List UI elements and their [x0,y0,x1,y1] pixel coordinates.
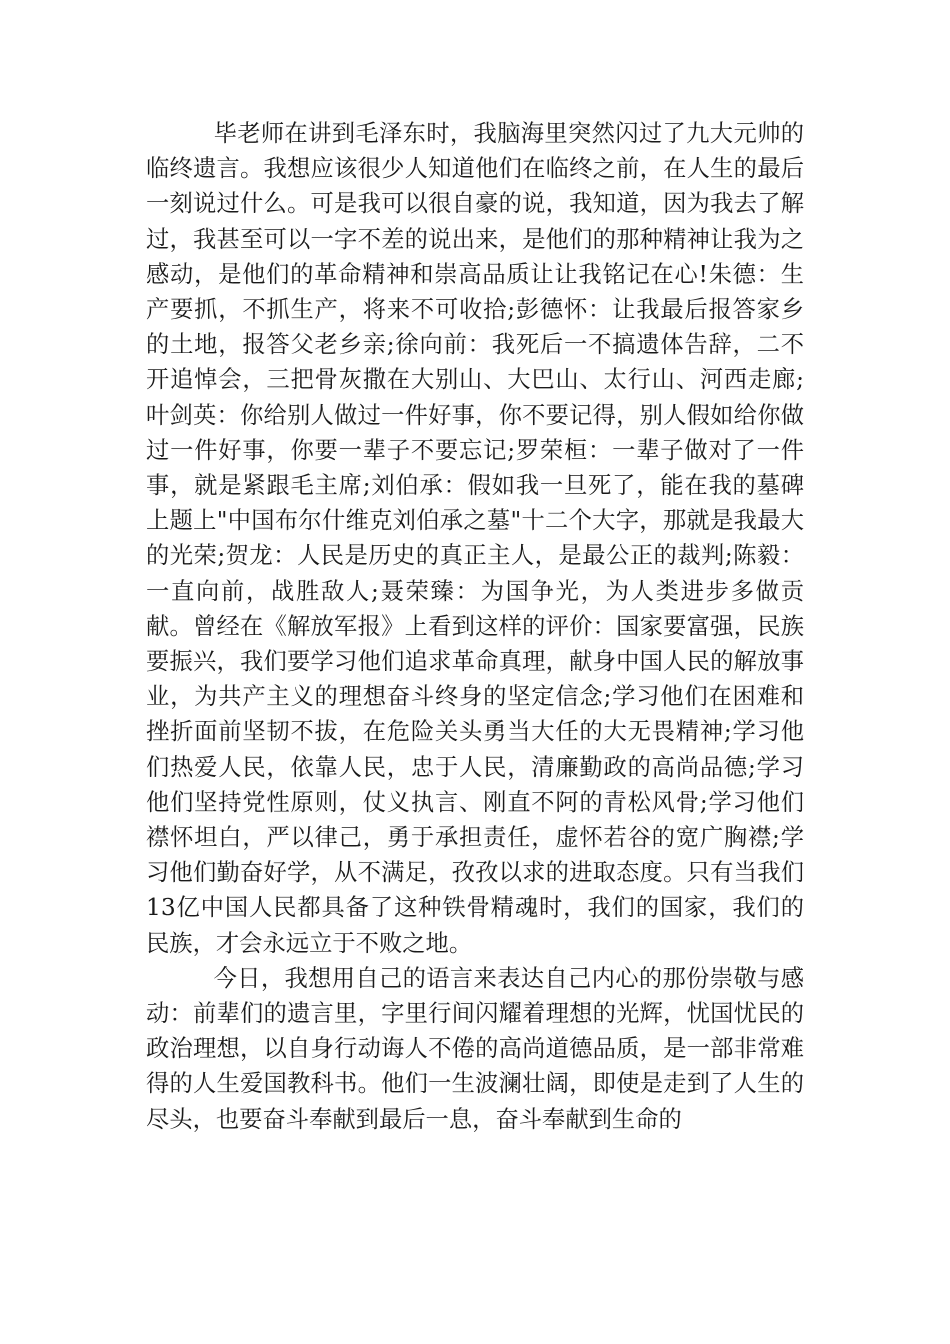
paragraph-reflection: 今日，我想用自己的语言来表达自己内心的那份崇敬与感动：前辈们的遗言里，字里行间闪耀着理想的光辉，忧国忧民的政治理想，以自身行动诲人不倦的高尚道德品质，是一部非常难得的人生爱国教科书。他们一生波澜壮阔，即使是走到了人生的尽头，也要奋斗奉献到最后一息，奋斗奉献到生命的 [146,964,804,1133]
paragraph-marshals-last-words: 毕老师在讲到毛泽东时，我脑海里突然闪过了九大元帅的临终遗言。我想应该很少人知道他们在临终之前，在人生的最后一刻说过什么。可是我可以很自豪的说，我知道，因为我去了解过，我甚至可以一字不差的说出来，是他们的那种精神让我为之感动，是他们的革命精神和崇高品质让让我铭记在心!朱德：生产要抓，不抓生产，将来不可收拾;彭德怀：让我最后报答家乡的土地，报答父老乡亲;徐向前：我死后一不搞遗体告辞，二不开追悼会，三把骨灰撒在大别山、大巴山、太行山、河西走廊;叶剑英：你给别人做过一件好事，你不要记得，别人假如给你做过一件好事，你要一辈子不要忘记;罗荣桓：一辈子做对了一件事，就是紧跟毛主席;刘伯承：假如我一旦死了，能在我的墓碑上题上"中国布尔什维克刘伯承之墓"十二个大字，那就是我最大的光荣;贺龙：人民是历史的真正主人，是最公正的裁判;陈毅：一直向前，战胜敌人;聂荣臻：为国争光，为人类进步多做贡献。曾经在《解放军报》上看到这样的评价：国家要富强，民族要振兴，我们要学习他们追求革命真理，献身中国人民的解放事业，为共产主义的理想奋斗终身的坚定信念;学习他们在困难和挫折面前坚韧不拔，在危险关头勇当大任的大无畏精神;学习他们热爱人民，依靠人民，忠于人民，清廉勤政的高尚品德;学习他们坚持党性原则，仗义执言、刚直不阿的青松风骨;学习他们襟怀坦白，严以律己，勇于承担责任，虚怀若谷的宽广胸襟;学习他们勤奋好学，从不满足，孜孜以求的进取态度。只有当我们13亿中国人民都具备了这种铁骨精魂时，我们的国家，我们的民族，才会永远立于不败之地。 [146,120,804,957]
document-body [146,116,804,1137]
